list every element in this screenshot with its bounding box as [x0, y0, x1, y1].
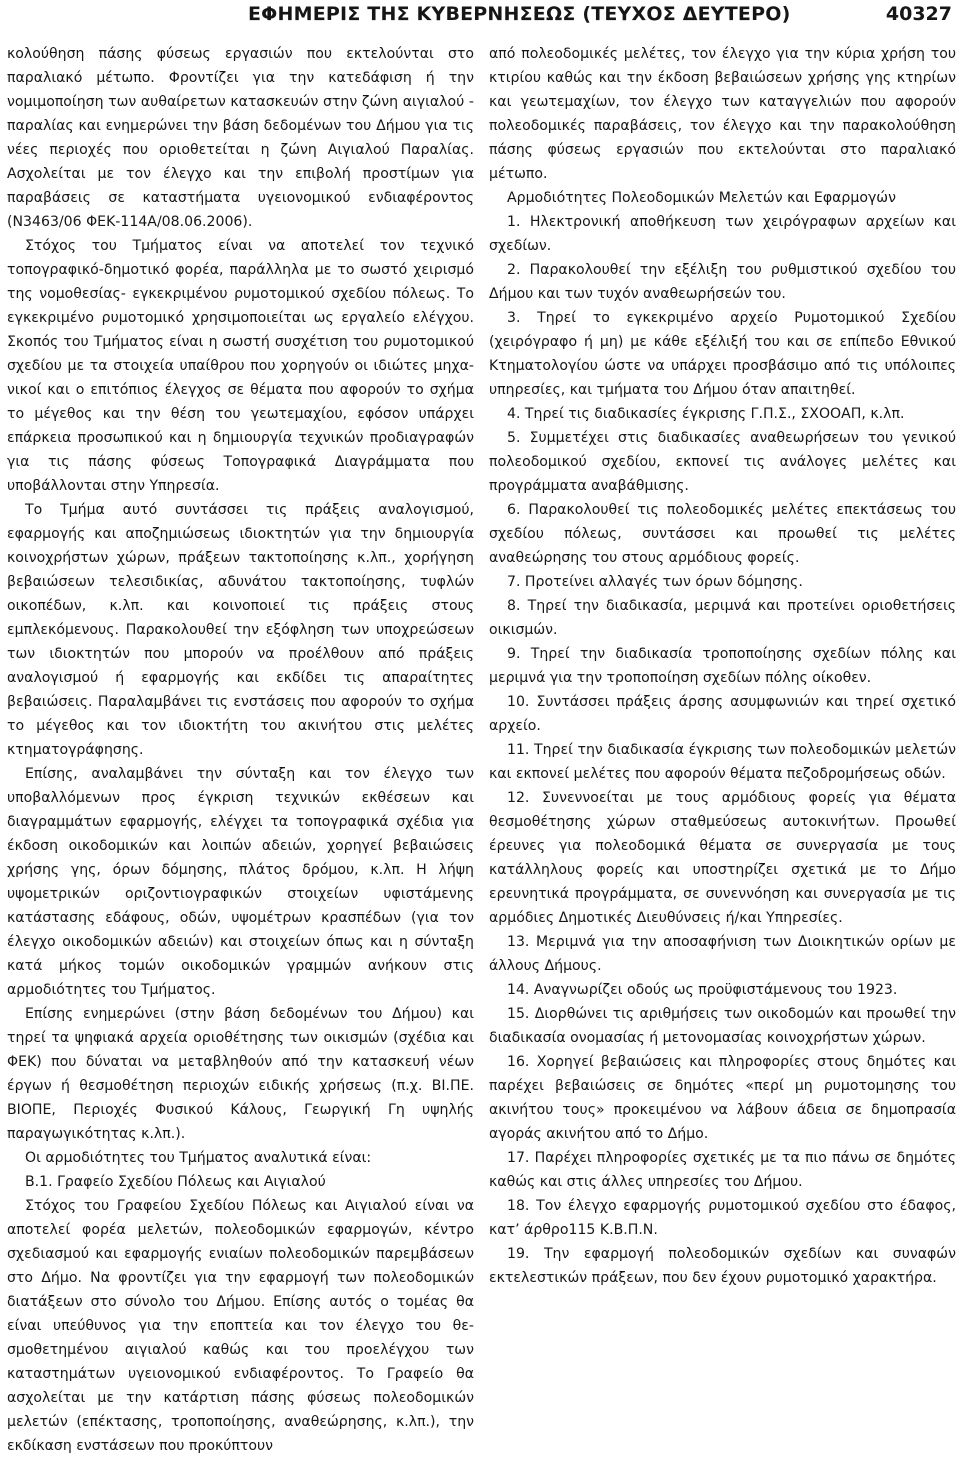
paragraph: 9. Τηρεί την διαδικασία τροποποίησης σχεδίων πόλης και μεριμνά για την τροποποίηση σχεδίων πόλης οίκοθεν.: [489, 646, 956, 686]
paragraph: Επίσης, αναλαμβάνει την σύνταξη και τον έλεγχο των υποβαλλόμενων προς έγκριση τεχνικών εκθέσεων και διαγραμμάτων εφαρμογής, ελέγχει τα τοπογραφικά σχέδια για έκδοση οικοδομικών και λοιπών αδειών, χορηγεί βεβαιώσεις χρήσης γης, όρων δόμησης, πλάτος δρόμου, κ.λπ. Η λήψη υψομετρικών οριζοντιογραφικών στοιχείων υφιστάμενης κατάστασης εδάφους, οδών, υψομέτρων κρασπέδων (για τον έλεγχο οικοδομικών αδειών) και στοιχείων όπως και η σύνταξη κατά μήκος τομών οικοδομικών γραμμών ανήκουν στις αρμοδιότητες του Τμήματος.: [7, 766, 474, 998]
paragraph: 16. Χορηγεί βεβαιώσεις και πληροφορίες στους δημότες και παρέχει βεβαιώσεις σε δημότες «περί μη ρυμοτομησης του ακινήτου τους» προκειμένου να λάβουν άδεια σε δημοπρασία αγοράς ακινήτου από το Δήμο.: [489, 1054, 956, 1142]
paragraph: Οι αρμοδιότητες του Τμήματος αναλυτικά είναι:: [25, 1150, 372, 1166]
paragraph: 12. Συνεννοείται με τους αρμόδιους φορείς για θέματα θεσμοθέτησης χώρων σταθμεύσεως αυτοκινήτων. Προωθεί έρευνες για πολεοδομικά θέματα σε συνεργασία με τους κατάλληλους φορείς και υποστηρίζει σχετικά με το Δήμο ερευνητικά προγράμματα, σε συνεννόηση και συνεργασία με τις αρμόδιες Δημοτικές Διευθύνσεις ή/και Υπηρεσίες.: [489, 790, 956, 926]
paragraph: Αρμοδιότητες Πολεοδομικών Μελετών και Εφαρμογών: [507, 190, 896, 206]
paragraph: 15. Διορθώνει τις αριθμήσεις των οικοδομών και προωθεί την διαδικασία ονομασίας ή μετονομασίας κοινοχρήστων χώρων.: [489, 1006, 956, 1046]
paragraph: 8. Τηρεί την διαδικασία, μεριμνά και προτείνει οριοθετήσεις οικισμών.: [489, 598, 956, 638]
paragraph: Στόχος του Τμήματος είναι να αποτελεί τον τεχνικό τοπογραφικό-δημοτικό φορέα, παράλληλα με το σωστό χειρισμό της νομοθεσίας- εγκεκριμένου ρυμοτομικού σχεδίου πόλεως. Το εγκεκριμένο ρυμοτομικό χρησιμοποιείται ως εργαλείο ελέγχου. Σκοπός του Τμήματος είναι η σωστή συσχέτιση του ρυμοτομικού σχεδίου με τα στοιχεία υπαίθρου που χορηγούν οι ιδιώτες μηχανικοί και ο επιτόπιος έλεγχος σε θέματα που αφορούν το σχήμα το μέγεθος και την θέση του γεωτεμαχίου, εφόσον υπάρχει επάρκεια προσωπικού και η δημιουργία τεχνικών προδιαγραφών για τις πάσης φύσεως Τοπογραφικά Διαγράμματα που υποβάλλονται στην Υπηρεσία.: [7, 238, 474, 494]
paragraph: 2. Παρακολουθεί την εξέλιξη του ρυθμιστικού σχεδίου του Δήμου και των τυχόν αναθεωρήσεών του.: [489, 262, 956, 302]
right-column: [489, 42, 956, 1290]
paragraph: 7. Προτείνει αλλαγές των όρων δόμησης.: [507, 574, 803, 590]
left-column: [7, 42, 474, 1458]
page-header: [0, 0, 960, 34]
paragraph: Β.1. Γραφείο Σχεδίου Πόλεως και Αιγιαλού: [25, 1174, 326, 1190]
paragraph: 3. Τηρεί το εγκεκριμένο αρχείο Ρυμοτομικού Σχεδίου (χειρόγραφο ή μη) με κάθε εξέλιξή του και σε επίπεδο Εθνικού Κτηματολογίου ώστε να υπάρχει προσβάσιμο από τις υπόλοιπες υπηρεσίες, και τμήματα του Δήμου όταν απαιτηθεί.: [489, 310, 956, 398]
paragraph: 6. Παρακολουθεί τις πολεοδομικές μελέτες επεκτάσεως του σχεδίου πόλεως, συντάσσει και προωθεί τις μελέτες αναθεώρησης του στους αρμόδιους φορείς.: [489, 502, 956, 566]
paragraph: από πολεοδομικές μελέτες, τον έλεγχο για την κύρια χρήση του κτιρίου καθώς και την έκδοση βεβαιώσεων χρήσης γης κτηρίων και γεωτεμαχίων, τον έλεγχο των καταγγελιών που αφορούν πολεοδομικές παραβάσεις, τον έλεγχο και την παρακολούθηση πάσης φύσεως εργασιών που εκτελούνται στο παραλιακό μέτωπο.: [489, 46, 956, 182]
paragraph: 1. Ηλεκτρονική αποθήκευση των χειρόγραφων αρχείων και σχεδίων.: [489, 214, 956, 254]
paragraph: 4. Τηρεί τις διαδικασίες έγκρισης Γ.Π.Σ., ΣΧΟΟΑΠ, κ.λπ.: [507, 406, 905, 422]
gazette-title: ΕΦΗΜΕΡΙΣ ΤΗΣ ΚΥΒΕΡΝΗΣΕΩΣ (ΤΕΥΧΟΣ ΔΕΥΤΕΡΟ): [248, 3, 791, 25]
paragraph: 19. Την εφαρμογή πολεοδομικών σχεδίων και συναφών εκτελεστικών πράξεων, που δεν έχουν ρυμοτομικό χαρακτήρα.: [489, 1246, 956, 1286]
paragraph: Επίσης ενημερώνει (στην βάση δεδομένων του Δήμου) και τηρεί τα ψηφιακά αρχεία οριοθέτησης των οικισμών (σχέδια και ΦΕΚ) που δύναται να μεταβληθούν από την κατασκευή νέων έργων ή θεσμοθέτηση περιοχών ειδικής χρήσεως (π.χ. ΒΙ.ΠΕ. ΒΙΟΠΕ, Περιοχές Φυσικού Κάλους, Γεωργική Γη υψηλής παραγωγικότητας κ.λπ.).: [7, 1006, 474, 1142]
page-number: 40327: [885, 3, 952, 25]
paragraph: 14. Αναγνωρίζει οδούς ως προϋφιστάμενους του 1923.: [507, 982, 898, 998]
paragraph: 17. Παρέχει πληροφορίες σχετικές με τα πιο πάνω σε δημότες καθώς και στις άλλες υπηρεσίες του Δήμου.: [489, 1150, 956, 1190]
paragraph: 13. Μεριμνά για την αποσαφήνιση των Διοικητικών ορίων με άλλους Δήμους.: [489, 934, 956, 974]
paragraph: Στόχος του Γραφείου Σχεδίου Πόλεως και Αιγιαλού είναι να αποτελεί φορέα μελετών, πολεοδομικών εφαρμογών, κέντρο σχεδιασμού και εφαρμογής ενιαίων πολεοδομικών παρεμβάσεων στο Δήμο. Να φροντίζει για την εφαρμογή των πολεοδομικών διατάξεων στο σύνολο του Δήμου. Επίσης αυτός ο τομέας θα είναι υπεύθυνος για την εποπτεία και τον έλεγχο του θεσμοθετημένου αιγιαλού καθώς και του προελέγχου των καταστημάτων υγειονομικού ενδιαφέροντος. Το Γραφείο θα ασχολείται με την κατάρτιση πάσης φύσεως πολεοδομικών μελετών (επέκτασης, τροποποίησης, αναθεώρησης, κ.λπ.), την εκδίκαση ενστάσεων που προκύπτουν: [7, 1198, 474, 1454]
paragraph: 10. Συντάσσει πράξεις άρσης ασυμφωνιών και τηρεί σχετικό αρχείο.: [489, 694, 956, 734]
paragraph: Το Τμήμα αυτό συντάσσει τις πράξεις αναλογισμού, εφαρμογής και αποζημιώσεως ιδιοκτητών για την δημιουργία κοινοχρήστων χώρων, πράξεων τακτοποίησης κ.λπ., χορήγηση βεβαιώσεων τελεσιδικίας, αδυνάτου τακτοποίησης, τυφλών οικοπέδων, κ.λπ. και κοινοποιεί τις πράξεις στους εμπλεκόμενους. Παρακολουθεί την εξόφληση των υποχρεώσεων των ιδιοκτητών που μπορούν να προέλθουν από πράξεις αναλογισμού ή εφαρμογής και εκδίδει τις απαραίτητες βεβαιώσεις. Παραλαμβάνει τις ενστάσεις που αφορούν το σχήμα το μέγεθος και τον ιδιοκτήτη του ακινήτου στις μελέτες κτηματογράφησης.: [7, 502, 474, 758]
paragraph: 18. Τον έλεγχο εφαρμογής ρυμοτομικού σχεδίου στο έδαφος, κατ’ άρθρο115 Κ.Β.Π.Ν.: [489, 1198, 956, 1238]
paragraph: κολούθηση πάσης φύσεως εργασιών που εκτελούνται στο παραλιακό μέτωπο. Φροντίζει για την κατεδάφιση ή την νομιμοποίηση των αυθαίρετων κατασκευών στην ζώνη αιγιαλού - παραλίας και ενημερώνει την βάση δεδομένων του Δήμου για τις νέες περιοχές που οριοθετείται η ζώνη Αιγιαλού Παραλίας. Ασχολείται με τον έλεγχο και την επιβολή προστίμων για παραβάσεις σε καταστήματα υγειονομικού ενδιαφέροντος (Ν3463/06 ΦΕΚ-114Α/08.06.2006).: [7, 46, 474, 230]
paragraph: 5. Συμμετέχει στις διαδικασίες αναθεωρήσεων του γενικού πολεοδομικού σχεδίου, εκπονεί τις ανάλογες μελέτες και προγράμματα αναβάθμισης.: [489, 430, 956, 494]
paragraph: 11. Τηρεί την διαδικασία έγκρισης των πολεοδομικών μελετών και εκπονεί μελέτες που αφορούν θέματα πεζοδρομήσεως οδών.: [489, 742, 956, 782]
